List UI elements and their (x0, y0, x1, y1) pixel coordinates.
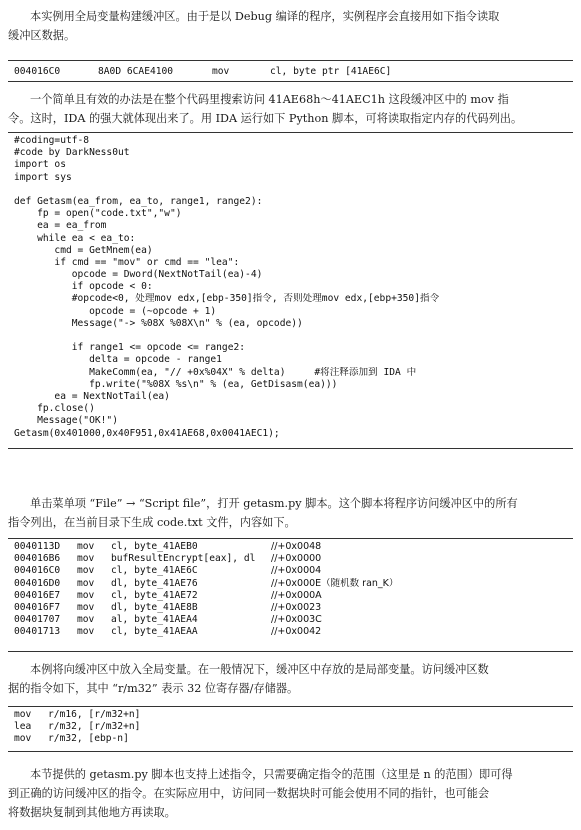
script-line: #opcode<0, 处理mov edx,[ebp-350]指令, 否则处理mov edx,[ebp+350]指令 (14, 293, 440, 305)
python-script-block (8, 132, 573, 449)
operands: cl, byte_41AE72 (111, 589, 198, 601)
text-line: 令。这时，IDA 的强大就体现出来了。用 IDA 运行如下 Python 脚本，可将读取指定内存的代码列出。 (8, 112, 523, 125)
script-line: fp.write("%08X %s\n" % (ea, GetDisasm(ea))) (14, 378, 338, 390)
operands: dl, byte_41AE76 (111, 577, 198, 589)
local-var-paragraph (8, 660, 573, 698)
text-line: 本节提供的 getasm.py 脚本也支持上述指令，只需要确定指令的范围（这里是 n 的范围）即可得 (30, 768, 513, 781)
text-line: 缓冲区数据。 (8, 29, 76, 42)
operands: r/m32, [ebp-n] (48, 733, 129, 745)
menu-paragraph (8, 494, 573, 532)
text-line: 将数据块复制到其他地方再读取。 (8, 806, 176, 819)
mnemonic: mov (77, 553, 95, 565)
address: 004016F7 (14, 601, 61, 613)
script-line: MakeComm(ea, "// +0x%04X" % delta) #将注释添加到 IDA 中 (14, 366, 417, 378)
mnemonic: mov (77, 626, 95, 638)
code-line (14, 66, 569, 78)
search-paragraph (8, 90, 573, 128)
script-line (14, 184, 569, 196)
mnemonic: mov (14, 709, 32, 720)
script-line: import os (14, 159, 66, 171)
output-row (14, 602, 569, 614)
operands: bufResultEncrypt[eax], dl (111, 553, 256, 565)
comment: //+0x0004 (271, 565, 322, 577)
output-row (14, 590, 569, 602)
output-row (14, 553, 569, 565)
operands: cl, byte_41AEB0 (111, 541, 198, 552)
mnemonic: mov (77, 565, 95, 577)
address: 004016B6 (14, 553, 61, 565)
comment: //+0x0023 (271, 601, 322, 613)
operands: r/m16, [r/m32+n] (48, 709, 141, 720)
script-line: opcode = (~opcode + 1) (14, 305, 217, 317)
script-line: #coding=utf-8 (14, 135, 90, 146)
comment: //+0x0000 (271, 553, 322, 565)
mnemonic: mov (77, 577, 95, 589)
mnemonic: mov (77, 589, 95, 601)
script-line (14, 330, 569, 342)
opcode-bytes: 8A0D 6CAE4100 (98, 66, 174, 77)
address: 004016C0 (14, 66, 61, 77)
script-line: if range1 <= opcode <= range2: (14, 342, 246, 354)
instruction-forms-block (8, 706, 573, 752)
script-line: ea = NextNotTail(ea) (14, 390, 170, 402)
address: 00401707 (14, 614, 61, 626)
text-line: 本例将向缓冲区中放入全局变量。在一般情况下，缓冲区中存放的是局部变量。访问缓冲区数 (30, 663, 489, 676)
operands: cl, byte_41AE6C (111, 565, 198, 577)
operands: cl, byte ptr [41AE6C] (270, 66, 392, 77)
comment: //+0x0048 (271, 541, 322, 552)
code-txt-output-block (8, 538, 573, 652)
output-row (14, 541, 569, 553)
script-line: ea = ea_from (14, 220, 107, 232)
text-line: 到正确的访问缓冲区的指令。在实际应用中，访问同一数据块时可能会使用不同的指针，也可能会 (8, 787, 490, 800)
address: 00401713 (14, 626, 61, 638)
script-line: Getasm(0x401000,0x40F951,0x41AE68,0x0041AEC1); (14, 427, 280, 439)
text-line: 据的指令如下，其中 “r/m32” 表示 32 位寄存器/存储器。 (8, 682, 299, 695)
mnemonic: lea (14, 721, 32, 733)
address: 004016E7 (14, 589, 61, 601)
output-row (14, 565, 569, 577)
instruction-form-row (14, 721, 569, 733)
mnemonic: mov (14, 733, 32, 745)
script-line: def Getasm(ea_from, ea_to, range1, range2): (14, 195, 263, 207)
text-line: 本实例用全局变量构建缓冲区。由于是以 Debug 编译的程序，实例程序会直接用如下指令读取 (30, 10, 500, 23)
output-row (14, 626, 569, 638)
script-line: fp.close() (14, 403, 95, 415)
code-block-single-instruction (8, 60, 573, 82)
instruction-form-row (14, 709, 569, 721)
address: 004016C0 (14, 565, 61, 577)
script-line: fp = open("code.txt","w") (14, 208, 182, 220)
text-line: 一个简单且有效的办法是在整个代码里搜索访问 41AE68h～41AEC1h 这段缓冲区中的 mov 指 (30, 93, 509, 106)
script-line: if cmd == "mov" or cmd == "lea": (14, 256, 240, 268)
comment: //+0x0042 (271, 626, 322, 638)
comment: //+0x003C (271, 614, 322, 626)
operands: al, byte_41AEA4 (111, 614, 198, 626)
mnemonic: mov (77, 601, 95, 613)
script-line: Message("OK!") (14, 415, 118, 427)
text-line: 单击菜单项 “File” → “Script file”，打开 getasm.py 脚本。这个脚本将程序访问缓冲区中的所有 (30, 497, 518, 510)
mnemonic: mov (77, 541, 95, 552)
script-line: cmd = GetMnem(ea) (14, 244, 153, 256)
operands: r/m32, [r/m32+n] (48, 721, 141, 733)
summary-paragraph (8, 765, 573, 822)
comment: //+0x000A (271, 589, 322, 601)
comment: //+0x000E（随机数 ran_K） (271, 577, 399, 589)
script-line: while ea < ea_to: (14, 232, 136, 244)
mnemonic: mov (212, 66, 230, 77)
operands: cl, byte_41AEAA (111, 626, 198, 638)
script-line: opcode = Dword(NextNotTail(ea)-4) (14, 269, 263, 281)
address: 0040113D (14, 541, 61, 552)
script-line: Message("-> %08X %08X\n" % (ea, opcode)) (14, 317, 303, 329)
text-line: 指令列出，在当前目录下生成 code.txt 文件，内容如下。 (8, 516, 296, 529)
intro-paragraph (8, 7, 573, 45)
operands: dl, byte_41AE8B (111, 601, 198, 613)
script-line: #code by DarkNess0ut (14, 147, 130, 159)
script-line: if opcode < 0: (14, 281, 153, 293)
output-row (14, 578, 569, 590)
mnemonic: mov (77, 614, 95, 626)
instruction-form-row (14, 733, 569, 745)
address: 004016D0 (14, 577, 61, 589)
script-line: delta = opcode - range1 (14, 354, 222, 366)
script-line: import sys (14, 171, 72, 183)
output-row (14, 614, 569, 626)
